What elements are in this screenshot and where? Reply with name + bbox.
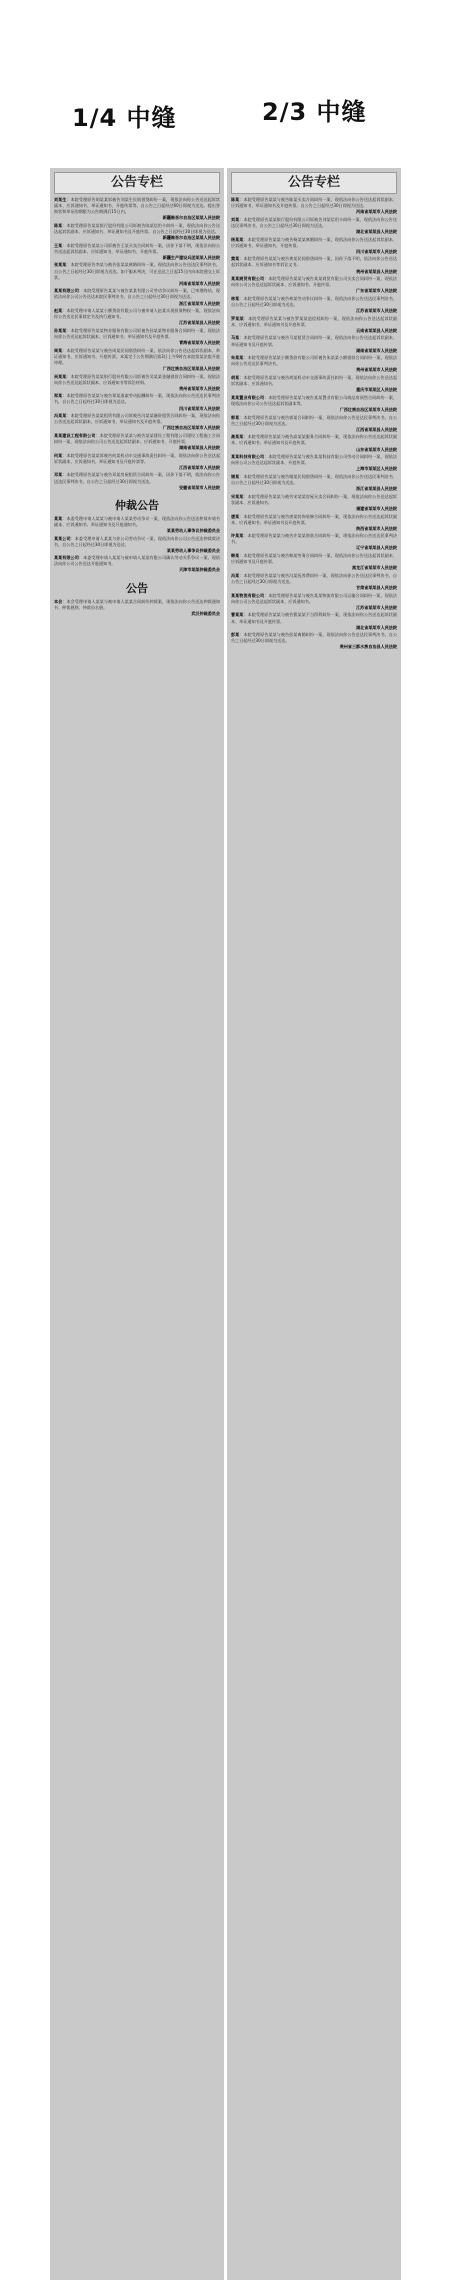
notice-court: 四川省某某市人民法院 [356, 248, 397, 254]
notice-addressee: 郑某 [54, 393, 63, 399]
notice-addressee: 胡某 [231, 375, 240, 381]
notice-separator: ： [66, 413, 71, 419]
notice-court: 江西省某某县人民法院 [356, 426, 397, 432]
notice-court: 新疆生产建设兵团某某人民法院 [162, 254, 220, 260]
notice-addressee: 刘某生 [54, 197, 67, 202]
notice-separator: ： [243, 434, 248, 440]
notice-court: 湖南省某某县人民法院 [179, 445, 220, 451]
notice-addressee: 陈某 [54, 222, 63, 228]
notice-addressee: 谢某 [231, 473, 240, 479]
notice-addressee: 黄某 [231, 256, 240, 262]
notice-addressee: 刘某 [231, 216, 240, 222]
notice-item [231, 395, 397, 413]
notice-item [54, 348, 220, 372]
notice-separator: ： [62, 598, 67, 604]
notice-item [231, 256, 397, 274]
notice-court: 浙江省某某县人民法院 [356, 486, 397, 492]
notice-separator: ： [243, 533, 248, 539]
notice-separator: ： [239, 572, 244, 578]
notice-item [54, 262, 220, 286]
notice-text: 本院受理原告某某与被告谢某民间借贷纠纷一案，现依法向你公告送达民事判决书，自公告之日起经过30日即视为送达。 [231, 473, 398, 486]
notice-separator: ： [62, 515, 67, 521]
notice-text: 本院受理原告某某与被告许某某借款合同纠纷一案，现依法向你公告送达民事判决书。 [231, 533, 398, 545]
notice-text: 本委受理申请人某某与被申请人某某有限公司确认劳动关系争议一案，现依法向你公司公告送达开庭通知书。 [54, 555, 221, 567]
notice-addressee: 唐某 [231, 513, 240, 519]
notice-text: 本院受理原告某某与被告宋某某房屋买卖合同纠纷一案，现依法向你公告送达起诉状副本、应诉通知书。 [231, 493, 398, 505]
notice-court: 某某劳动人事争议仲裁委员会 [166, 547, 220, 553]
notice-court: 江苏省某某市人民法院 [356, 604, 397, 610]
notice-separator: ： [264, 394, 269, 400]
notice-addressee: 某某商贸有限公司 [231, 276, 265, 282]
notice-separator: ： [243, 493, 248, 499]
notice-addressee: 冯某 [231, 572, 240, 578]
notice-court: 江苏省某某县人民法院 [179, 320, 220, 326]
notice-addressee: 郭某 [231, 414, 240, 420]
notice-text: 本院受理原告某某银行股份有限公司诉被告吴某某金融借款合同纠纷一案，现依法向你公告送达起诉状副本、应诉通知书等诉讼材料。 [54, 373, 221, 385]
notice-addressee: 某某置业有限公司 [231, 394, 265, 400]
notice-separator: ： [243, 236, 248, 242]
notice-item [231, 335, 397, 353]
notice-text: 本院受理原告某某与被告郑某追索劳动报酬纠纷一案，现依法向你公告送达民事判决书，自公告之日起经过30日即视为送达。 [54, 393, 221, 405]
notice-item [231, 217, 397, 235]
notice-addressee: 张某某 [54, 262, 67, 268]
notice-court: 广西壮族自治区某某市人民法院 [339, 407, 397, 412]
notice-court: 贵州省某某县人民法院 [356, 268, 397, 274]
notice-separator: ： [239, 375, 244, 381]
notice-item [231, 355, 397, 373]
notice-item [54, 599, 220, 617]
notice-item [54, 453, 220, 471]
notice-text: 本院受理原告某某与被告某某科技有限公司劳动合同纠纷一案，现依法向你公司公告送达起诉状副本、开庭传票。 [231, 454, 398, 466]
notice-court: 贵州省三都水族自治县人民法院 [339, 644, 397, 650]
notice-separator: ： [78, 288, 84, 294]
column-title: 公告专栏 [54, 172, 220, 194]
notice-item [231, 533, 397, 551]
notice-item [54, 308, 220, 326]
notice-text: 本会受理申请人某某与被申请人某某合同纠纷仲裁案，现依法向你公告送达仲裁通知书、仲裁规则、仲裁员名册。 [54, 598, 221, 610]
notice-addressee: 吴某某 [54, 373, 67, 379]
notice-text: 本院受理原告李某与被告张某某离婚纠纷一案，现依法向你公告送达民事判决书。自公告之日起经过30日即视为送达。如不服本判决，可在送达之日起15日内向本院递交上诉状。 [54, 262, 221, 280]
notice-text: 本院受理原告某某与被告唐某装饰装修合同纠纷一案，现依法向你公告送达起诉状副本、应诉通知书、举证通知书及开庭传票。 [231, 513, 398, 525]
notice-text: 本院受理原告某某银行股份有限公司诉被告刘某信用卡纠纷一案，现依法向你公告送达民事判决书，自公告之日起经过30日即视为送达。 [231, 216, 398, 228]
notice-addressee: 某某公司 [54, 535, 71, 541]
notice-addressee: 邓某 [54, 472, 63, 478]
notice-court: 上海市某某区人民法院 [356, 466, 397, 472]
notice-item [231, 434, 397, 452]
notice-court: 重庆市某某区人民法院 [356, 387, 397, 393]
notice-item [231, 553, 397, 571]
notice-court: 广东省某某市人民法院 [356, 288, 397, 294]
notice-text: 本院受理原告某某与被告林某劳动争议纠纷一案，现依法向你公告送达民事判决书，自公告之日起经过30日即视为送达。 [231, 295, 398, 307]
notice-text: 本院受理原告某某小额贷款有限公司诉被告朱某某小额借款合同纠纷一案，现依法向你公告送达民事判决书。 [231, 355, 398, 367]
notice-separator: ： [62, 242, 67, 248]
notice-item [231, 276, 397, 294]
notice-court: 四川省某某市人民法院 [179, 405, 220, 411]
notice-court: 黑龙江省某某市人民法院 [351, 565, 397, 571]
notice-item [231, 593, 397, 611]
notice-separator: ： [62, 222, 67, 228]
notice-separator: ： [62, 393, 67, 399]
notice-addressee: 赵某 [54, 308, 63, 314]
notice-item [54, 393, 220, 411]
notice-court: 云南省某某县人民法院 [356, 327, 397, 333]
notice-item [231, 632, 397, 650]
notice-text: 本院受理原告某某银行股份有限公司诉被告陈某信用卡纠纷一案，现依法向你公告送达起诉状副本、应诉通知书、举证通知书及开庭传票。自公告之日起经过30日即视为送达。 [54, 222, 221, 234]
notice-text: 本院受理原告某某与被告某某物流有限公司运输合同纠纷一案，现依法向你公司公告送达起诉状副本、应诉通知书。 [231, 592, 398, 604]
notice-item [231, 573, 397, 591]
notice-item [54, 243, 220, 261]
notice-addressee: 周某 [54, 347, 63, 353]
notice-court: 新疆维吾尔自治区某某人民法院 [162, 235, 220, 241]
notice-item [54, 433, 220, 451]
notice-court: 河南省某某市人民法院 [179, 280, 220, 286]
notice-text: 本院受理原告胡某某诉被告刘某生民间借贷纠纷一案，现依法向你公告送达起诉状副本、应诉通知书、举证通知书、开庭传票等。自公告之日起经过60日即视为送达。提出答辩状和举证的期限为公告期满后15日内。 [54, 197, 221, 215]
notice-court: 新疆维吾尔自治区某某人民法院 [162, 215, 220, 221]
page-heading-right: 2/3 中缝 [262, 98, 367, 126]
notice-separator: ： [243, 355, 248, 361]
left-notice-column [50, 168, 224, 2280]
notice-separator: ： [239, 335, 244, 341]
notice-court: 河南省某某市人民法院 [356, 209, 397, 215]
notice-text: 本院受理原告某某与被告彭某离婚纠纷一案，现依法向你公告送达民事判决书，自公告之日起经过30日即视为送达。 [231, 632, 398, 644]
notice-item [231, 454, 397, 472]
notice-text: 本院受理原告某某与被告高某某服务合同纠纷一案，现依法向你公告送达起诉状副本、应诉通知书、举证通知书及开庭传票。 [231, 434, 398, 446]
notice-separator: ： [264, 592, 269, 598]
notice-court: 湖南省某某市人民法院 [356, 347, 397, 353]
notice-addressee: 冯某某 [54, 413, 67, 419]
notice-addressee: 宋某某 [231, 493, 244, 499]
notice-addressee: 某某物流有限公司 [231, 592, 265, 598]
notice-item [54, 288, 220, 306]
notice-separator: ： [239, 216, 244, 222]
notice-separator: ： [239, 414, 244, 420]
notice-court: 武汉仲裁委员会 [191, 610, 220, 616]
notice-text: 本院受理原告某某与被告郭某合同纠纷一案，现依法向你公告送达民事判决书，自公告之日起经过30日即视为送达。 [231, 414, 398, 426]
notice-court: 江西省某某市人民法院 [179, 464, 220, 470]
notice-court: 广西壮族自治区某某县人民法院 [162, 365, 220, 371]
notice-court: 甘肃省某某县人民法院 [356, 585, 397, 591]
notice-item [54, 536, 220, 554]
notice-separator: ： [62, 347, 67, 353]
notice-item [231, 237, 397, 255]
notice-item [54, 374, 220, 392]
right-notice-column [227, 168, 401, 2280]
notice-addressee: 朱某某 [231, 355, 244, 361]
notice-text: 本院受理原告某某与被告韩某劳务合同纠纷一案，现依法向你公告送达起诉状副本、应诉通知书及开庭传票。 [231, 553, 398, 565]
notice-text: 本院受理原告某某与被告冯某抚养费纠纷一案，现依法向你公告送达民事判决书，自公告之日起经过30日即视为送达。 [231, 572, 398, 584]
notice-separator: ： [66, 373, 71, 379]
notice-separator: ： [243, 315, 249, 321]
notice-item [231, 296, 397, 314]
notice-separator: ： [264, 454, 269, 460]
announcement-notice-list [50, 599, 224, 617]
notice-court: 天津市某某仲裁委员会 [179, 567, 220, 573]
notice-addressee: 林某 [231, 295, 240, 301]
notice-addressee: 高某某 [231, 434, 244, 440]
notice-court: 湖北省某某县人民法院 [356, 228, 397, 234]
notice-court: 某某劳动人事争议仲裁委员会 [166, 527, 220, 533]
notice-court: 陕西省某某市人民法院 [356, 525, 397, 531]
notice-separator: ： [70, 535, 75, 541]
notice-text: 本院受理原告某某与被告马某租赁合同纠纷一案，现依法向你公告送达起诉状副本、举证通知书及开庭传票。 [231, 335, 398, 347]
notice-court: 贵州省某某市人民法院 [356, 367, 397, 373]
notice-addressee: 马某 [231, 335, 240, 341]
notice-court: 湖北省某某市人民法院 [356, 624, 397, 630]
notice-court: 浙江省某某市人民法院 [179, 300, 220, 306]
notice-text: 本院受理原告某某与被告胡某机动车交通事故责任纠纷一案，现依法向你公告送达起诉状副本、应诉通知书。 [231, 375, 398, 387]
notice-text: 本院受理原告某某与被告杨某某离婚纠纷一案，现依法向你公告送达起诉状副本、应诉通知书、举证通知书、开庭传票。 [231, 236, 398, 248]
notice-separator: ： [239, 197, 244, 202]
notice-list [50, 197, 224, 491]
notice-addressee: 某某建设工程有限公司 [54, 432, 96, 438]
notice-addressee: 某某有限公司 [54, 555, 79, 561]
notice-court: 贵州省某某市人民法院 [179, 385, 220, 391]
notice-text: 本院受理申请人某某小额贷款有限公司与被申请人赵某实现担保物权一案，现依法向你公告送达民事裁定书及执行通知书。 [54, 308, 221, 320]
notice-text: 本院受理原告某某与被告邓某房屋租赁合同纠纷一案，因你下落不明，依法向你公告送达民事判决书，自公告之日起经过30日即视为送达。 [54, 472, 221, 484]
notice-text: 本院受理原告某某与被告某某置业有限公司商品房预售合同纠纷一案，现依法向你公司公告送达起诉状副本等。 [231, 394, 398, 406]
notice-addressee: 某某科技有限公司 [231, 454, 265, 460]
notice-text: 本院受理原告某某与被告曹某某不当得利纠纷一案，现依法向你公告送达起诉状副本、举证通知书及开庭传票。 [231, 612, 398, 624]
notice-item [54, 413, 220, 431]
notice-text: 本院受理原告某某与被告黄某民间借贷纠纷一案，因你下落不明，依法向你公告送达起诉状副本、应诉通知书等诉讼文书。 [231, 256, 398, 268]
notice-item [231, 514, 397, 532]
notice-separator: ： [239, 553, 244, 559]
notice-separator: ： [66, 197, 71, 202]
notice-item [54, 516, 220, 534]
notice-court: 安徽省某某市人民法院 [179, 484, 220, 490]
column-title: 公告专栏 [231, 172, 397, 194]
notice-court: 广西壮族自治区某某市人民法院 [162, 425, 220, 431]
notice-addressee: 何某 [54, 452, 63, 458]
notice-list [227, 197, 401, 650]
notice-separator: ： [66, 262, 71, 268]
notice-item [231, 375, 397, 393]
notice-text: 本委受理申请人某某与你公司劳动争议一案，现依法向你公司公告送达仲裁裁决书，自公告之日起经过30日即视为送达。 [54, 535, 221, 547]
notice-item [231, 197, 397, 215]
arbitration-notice-list [50, 516, 224, 574]
notice-separator: ： [78, 555, 84, 561]
notice-court: 青海省某某市人民法院 [179, 340, 220, 346]
notice-addressee: 罗某某 [231, 315, 244, 321]
notice-item [231, 316, 397, 334]
notice-separator: ： [239, 513, 244, 519]
notice-item [231, 474, 397, 492]
notice-court: 山东省某某市人民法院 [356, 446, 397, 452]
notice-text: 本院受理原告某某公司诉被告王某买卖合同纠纷一案，因你下落不明，现依法向你公告送达起诉状副本、应诉通知书、举证通知书、开庭传票。 [54, 242, 221, 254]
notice-separator: ： [239, 295, 244, 301]
notice-item [231, 415, 397, 433]
notice-addressee: 许某某 [231, 533, 244, 539]
notice-addressee: 韩某 [231, 553, 240, 559]
notice-addressee: 曹某某 [231, 612, 244, 618]
notice-item [54, 223, 220, 241]
notice-court: 福建省某某市人民法院 [356, 505, 397, 511]
notice-separator: ： [62, 472, 67, 478]
notice-addressee: 杨某某 [231, 236, 244, 242]
notice-addressee: 彭某 [231, 632, 240, 638]
notice-separator: ： [264, 276, 269, 282]
notice-text: 本院受理原告某某与被告某某商贸有限公司买卖合同纠纷一案，现依法向你公司公告送达起诉状副本、应诉通知书、开庭传票。 [231, 276, 398, 288]
notice-item [54, 555, 220, 573]
notice-text: 本院受理原告某某租赁有限公司诉被告冯某某融资租赁合同纠纷一案，现依法向你公告送达起诉状副本、应诉通知书、举证通知书及开庭传票。 [54, 413, 221, 425]
notice-addressee: 孙某某 [54, 327, 67, 333]
notice-text: 本院受理原告某某与被告罗某某追偿权纠纷一案，现依法向你公告送达起诉状副本、应诉通知书、举证通知书及开庭传票。 [231, 315, 398, 327]
notice-separator: ： [239, 256, 244, 262]
section-title-announcement: 公告 [126, 581, 148, 595]
notice-text: 本院受理原告某某与被告某某建设工程有限公司建设工程施工合同纠纷一案，现依法向你公司公告送达起诉状副本、应诉通知书、开庭传票。 [54, 432, 221, 444]
notice-text: 本院受理原告某某物业服务有限公司诉被告孙某某物业服务合同纠纷一案，现依法向你公告送达起诉状副本、应诉通知书、举证通知书及开庭传票。 [54, 327, 221, 339]
section-title-arbitration: 仲裁公告 [115, 498, 159, 512]
notice-item [54, 197, 220, 221]
notice-item [231, 612, 397, 630]
notice-item [54, 328, 220, 346]
notice-item [54, 472, 220, 490]
notice-court: 江苏省某某市人民法院 [356, 308, 397, 314]
notice-separator: ： [243, 612, 248, 618]
page-heading-left: 1/4 中缝 [72, 104, 177, 132]
notice-text: 本院受理原告某某诉被告何某机动车交通事故责任纠纷一案，现依法向你公告送达起诉状副本、应诉通知书、举证通知书及开庭传票等。 [54, 452, 221, 464]
notice-text: 本委受理申请人某某与被申请人某某劳动争议一案，现依法向你公告送达仲裁申请书副本、应诉通知书、举证通知书及开庭通知书。 [54, 515, 221, 527]
notice-separator: ： [62, 308, 67, 314]
notice-addressee: 某某 [54, 515, 63, 521]
notice-separator: ： [66, 327, 71, 333]
notice-text: 本院受理原告某某与被告某某有限公司劳动争议纠纷一案，已审理终结。现依法向你公司公告送达本院民事判决书，自公告之日起经过30日即视为送达。 [54, 288, 221, 300]
notice-addressee: 某某有限公司 [54, 288, 79, 294]
notice-separator: ： [239, 632, 244, 638]
notice-separator: ： [95, 432, 100, 438]
notice-court: 辽宁省某某县人民法院 [356, 545, 397, 551]
notice-addressee: 陈某 [231, 197, 240, 202]
notice-addressee: 本会 [54, 598, 63, 604]
notice-separator: ： [62, 452, 67, 458]
notice-text: 本院受理原告某某与被告陈某买卖合同纠纷一案，现依法向你公告送达起诉状副本、应诉通知书、举证通知书及开庭传票。自公告之日起经过30日即视为送达。 [231, 197, 398, 209]
notice-text: 本院受理原告某某与被告周某民间借贷纠纷一案，依法向你公告送达起诉状副本、举证通知书、应诉通知书、开庭传票。本案定于公告期满后第3日上午9时在本院第某法庭开庭审理。 [54, 347, 221, 365]
notice-addressee: 王某 [54, 242, 63, 248]
notice-separator: ： [239, 473, 244, 479]
notice-item [231, 494, 397, 512]
